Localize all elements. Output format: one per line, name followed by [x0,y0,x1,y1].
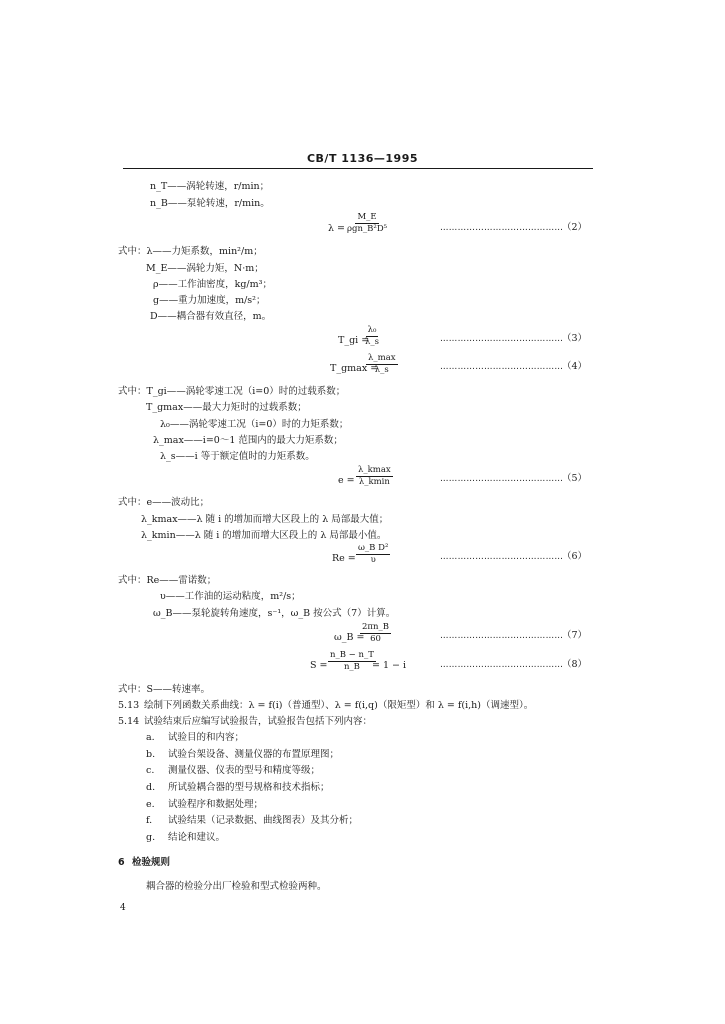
report-item-text: 试验台架设备、测量仪器的布置原理图； [168,749,340,760]
eq6-lhs: Re = [332,553,356,564]
eq8-rhs: = 1 − i [372,660,407,671]
eq4-denominator: λ_s [374,364,389,375]
def-ME: M_E——涡轮力矩，N·m； [146,263,264,274]
def-g: g——重力加速度，m/s²； [153,295,266,306]
eq5-number: （5） [562,473,588,484]
def-lambdamax: λ_max——i=0～1 范围内的最大力矩系数； [153,435,343,446]
def-Re: 式中：Re——雷诺数； [118,575,217,586]
eq2-denominator: ρgn_B²D⁵ [347,223,388,234]
section-5-14-number: 5.14 [118,716,140,727]
section-5-13-text: 绘制下列函数关系曲线：λ = f(i)（普通型）、λ = f(i,q)（限矩型）和 λ = f(i,h)（调速型）。 [144,700,534,711]
section-6-number: 6 [118,857,125,868]
eq3-leader: …………………………………… [440,334,564,344]
eq2-numerator: M_E [357,212,377,222]
eq7-fraction [360,623,391,643]
report-item-text: 所试验耦合器的型号规格和技术指标； [168,782,330,793]
def-Tgi: 式中：T_gi——涡轮零速工况（i=0）时的过载系数； [118,386,346,397]
section-6-text: 耦合器的检验分出厂检验和型式检验两种。 [146,881,327,892]
eq8-lhs: S = [310,660,328,671]
header-rule [123,168,593,169]
eq3-denominator: λ_s [365,336,379,347]
eq2-fraction [347,213,387,233]
section-5-13-number: 5.13 [118,700,140,711]
eq8-denominator: n_B [343,661,360,672]
eq5-lhs: e = [338,475,355,486]
def-e: 式中：e——波动比； [118,497,210,508]
eq2-number: （2） [562,222,588,233]
eq5-fraction [356,466,393,486]
def-lambda0: λ₀——涡轮零速工况（i=0）时的力矩系数； [160,419,349,430]
report-item-text: 试验目的和内容； [168,732,245,743]
def-nT: n_T——涡轮转速，r/min； [150,181,270,192]
eq7-numerator: 2πn_B [362,622,389,632]
def-lambdakmax: λ_kmax——λ 随 i 的增加而增大区段上的 λ 局部最大值； [141,514,389,525]
eq5-leader: …………………………………… [440,474,564,484]
eq5-numerator: λ_kmax [358,465,391,475]
eq8-fraction [328,651,376,671]
report-item-letter: c. [146,765,155,776]
eq2-leader: …………………………………… [440,223,564,233]
eq3-number: （3） [562,333,588,344]
eq6-denominator: υ [370,554,376,565]
eq8-leader: …………………………………… [440,660,564,670]
eq8-number: （8） [562,659,588,670]
report-item-letter: a. [146,732,155,743]
eq3-lhs: T_gi = [338,335,370,346]
eq7-leader: …………………………………… [440,631,564,641]
report-item-letter: d. [146,782,156,793]
eq3-fraction [365,326,379,346]
eq4-leader: …………………………………… [440,362,564,372]
page-header: CB/T 1136—1995 [306,152,419,165]
section-5-14-text: 试验结束后应编写试验报告，试验报告包括下列内容： [144,716,373,727]
eq3-numerator: λ₀ [367,325,377,335]
report-item-letter: b. [146,749,156,760]
eq7-number: （7） [562,630,588,641]
report-item-letter: e. [146,799,155,810]
eq6-fraction [356,544,390,564]
eq4-lhs: T_gmax = [330,363,379,374]
def-lambda: 式中：λ——力矩系数，min²/m； [118,246,263,257]
def-lambdas: λ_s——i 等于额定值时的力矩系数。 [160,451,315,462]
def-D: D——耦合器有效直径，m。 [150,311,272,322]
report-item-text: 试验程序和数据处理； [168,799,264,810]
eq5-denominator: λ_kmin [358,476,390,487]
def-upsilon: υ——工作油的运动粘度，m²/s； [160,591,301,602]
eq4-numerator: λ_max [368,353,396,363]
report-item-text: 试验结果（记录数据、曲线图表）及其分析； [168,815,359,826]
eq4-fraction [366,354,398,374]
eq7-lhs: ω_B = [334,632,365,643]
eq2-lhs: λ = [328,223,346,234]
report-item-text: 结论和建议。 [168,832,226,843]
section-6-title: 检验规则 [132,857,171,868]
def-rho: ρ——工作油密度，kg/m³； [153,279,272,290]
report-item-text: 测量仪器、仪表的型号和精度等级； [168,765,321,776]
eq8-numerator: n_B − n_T [330,650,374,660]
page-number: 4 [120,903,126,913]
eq6-number: （6） [562,551,588,562]
eq4-number: （4） [562,361,588,372]
eq7-denominator: 60 [370,633,381,644]
def-S: 式中：S——转速率。 [118,684,211,695]
def-omegaB: ω_B——泵轮旋转角速度，s⁻¹，ω_B 按公式（7）计算。 [153,608,396,619]
eq6-leader: …………………………………… [440,552,564,562]
def-lambdakmin: λ_kmin——λ 随 i 的增加而增大区段上的 λ 局部最小值。 [141,530,387,541]
def-Tgmax: T_gmax——最大力矩时的过载系数； [146,402,307,413]
report-item-letter: g. [146,832,156,843]
report-item-letter: f. [146,815,153,826]
eq6-numerator: ω_B D² [358,543,389,553]
def-nB: n_B——泵轮转速，r/min。 [150,198,270,209]
